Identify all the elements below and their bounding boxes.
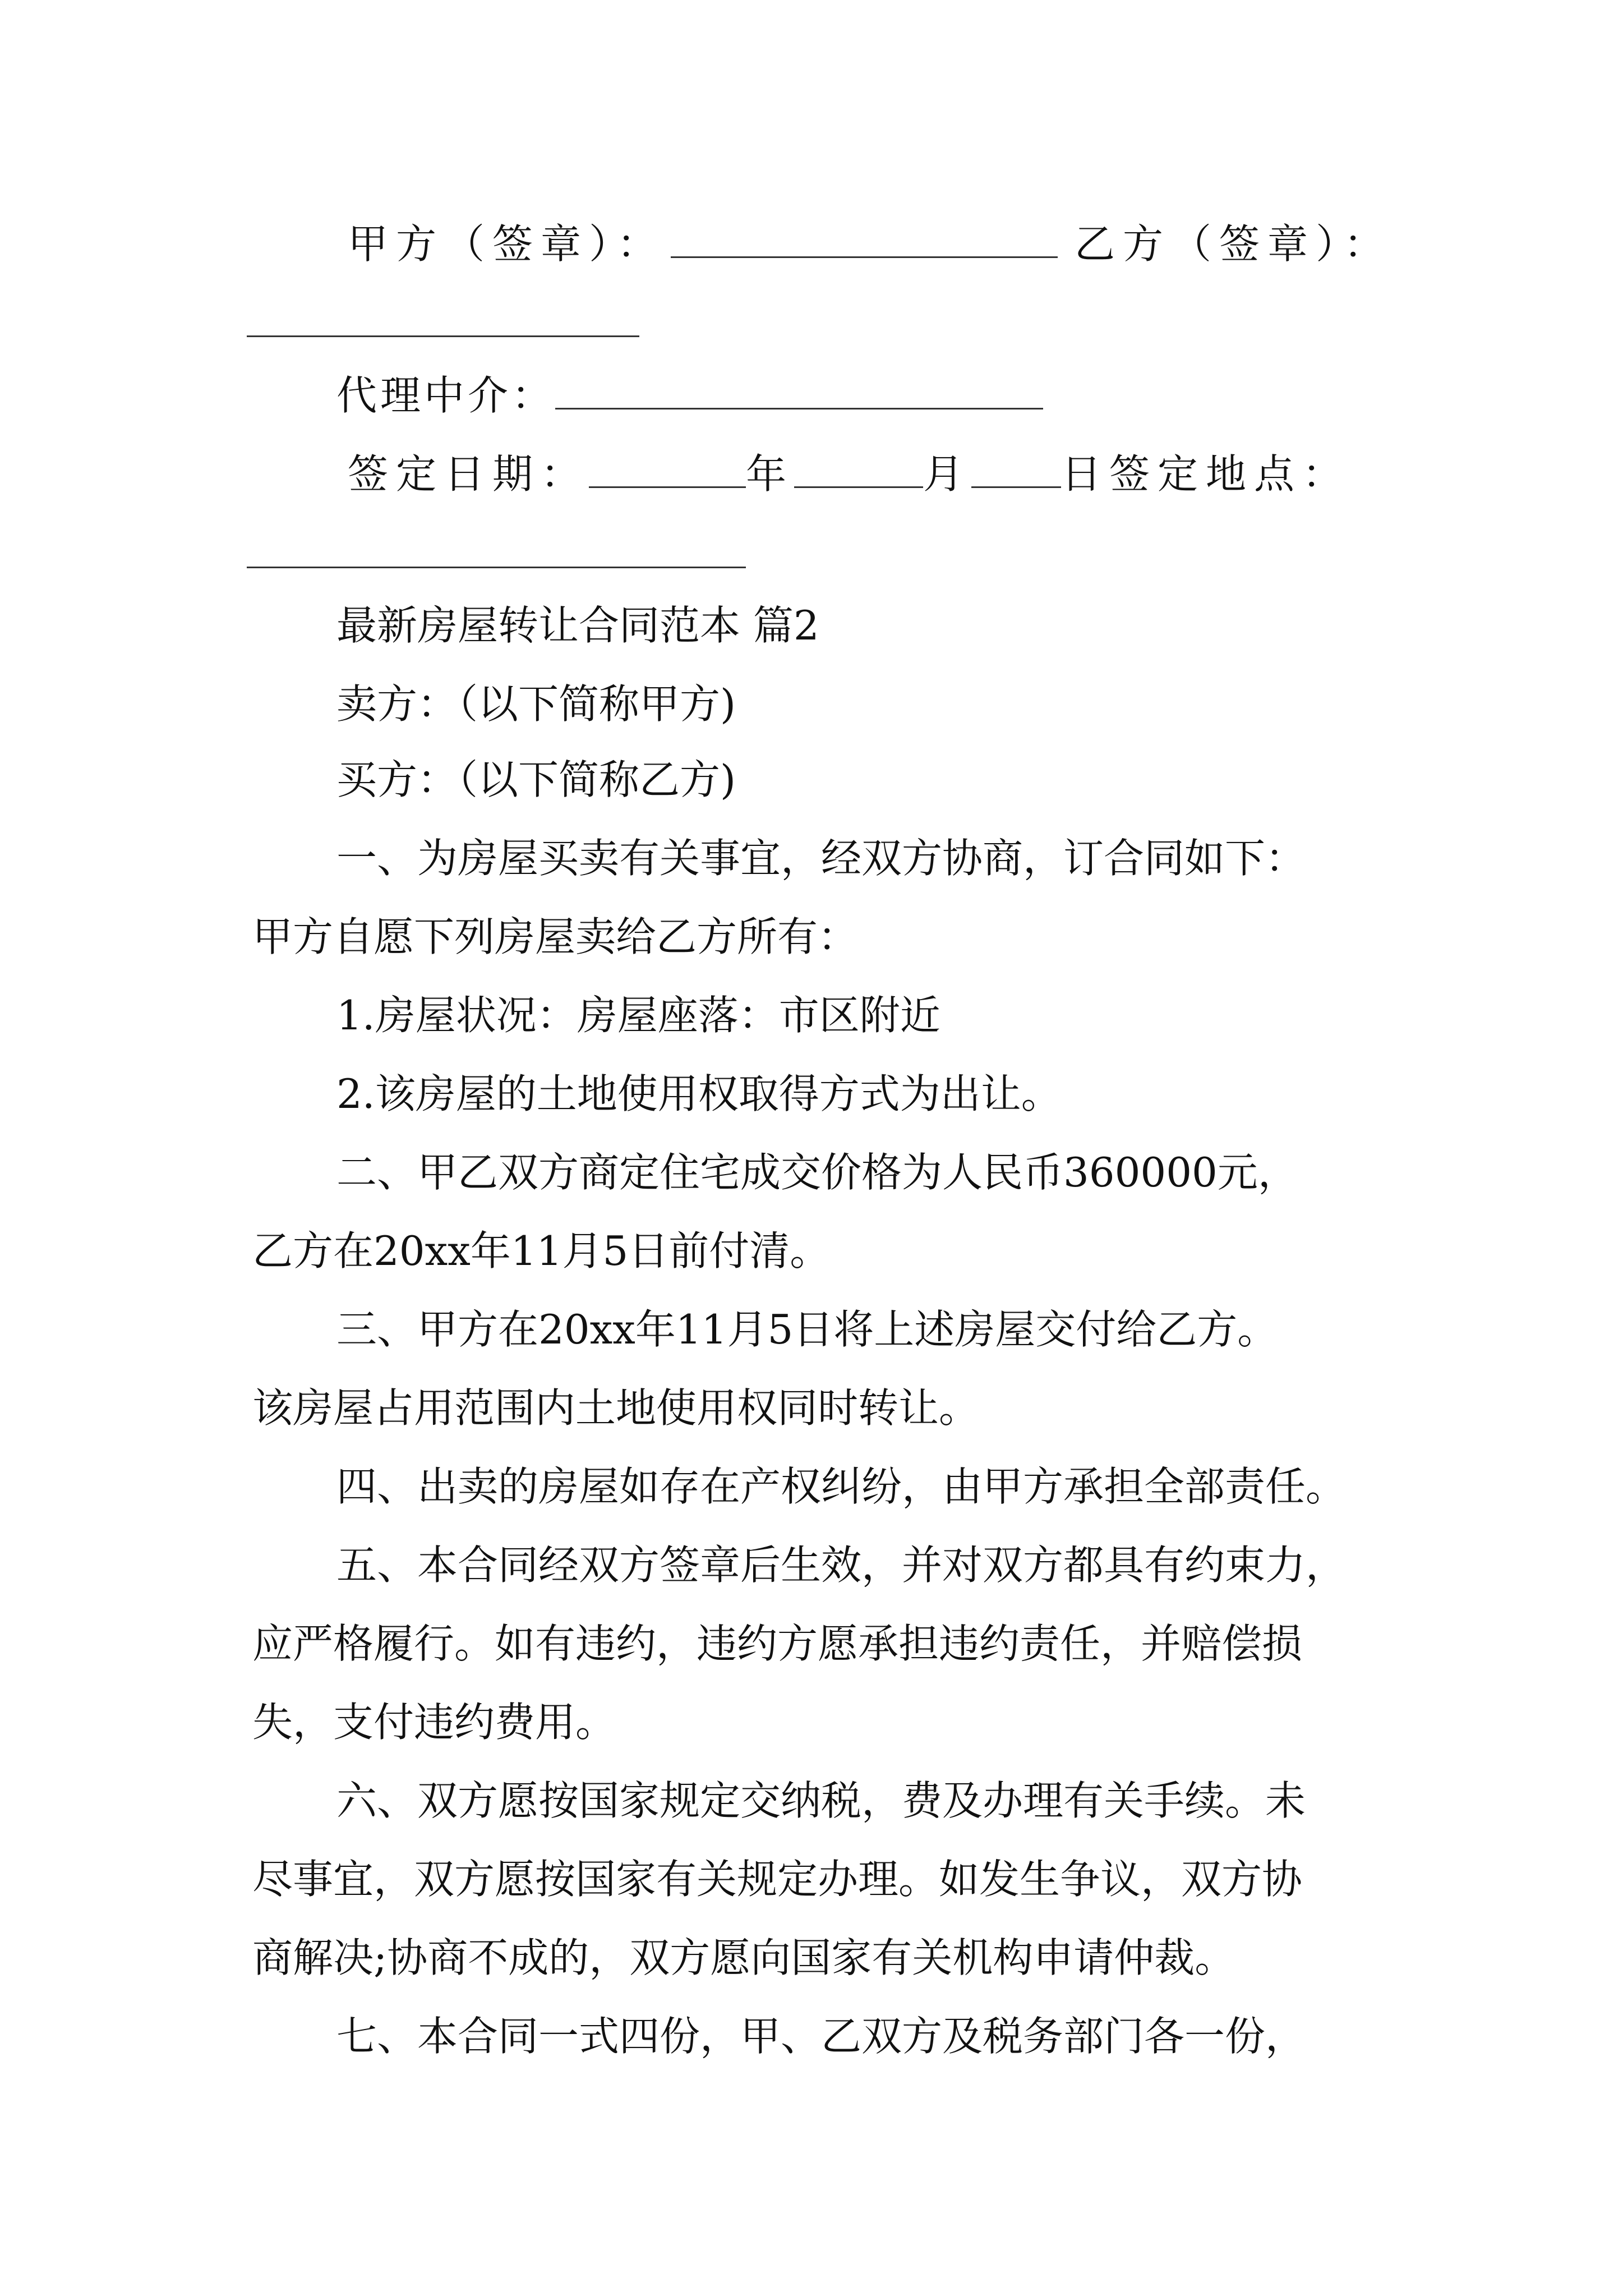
seller-line: 卖方：（以下简称甲方) [336, 680, 736, 728]
clause-2-line-2: 乙方在20xx年11月5日前付清。 [252, 1227, 831, 1274]
clause-6-line-2: 尽事宜，双方愿按国家有关规定办理。如发生争议，双方协 [252, 1856, 1303, 1903]
year-label: 年 [746, 450, 795, 498]
signature-row-agent [336, 370, 1043, 421]
signature-row-parties [348, 219, 1392, 269]
document-title: 最新房屋转让合同范本 篇2 [336, 602, 819, 649]
party-a-signature-label: 甲方（签章）： [348, 220, 666, 268]
signature-row-date [348, 449, 1350, 499]
party-b-signature-blank [247, 335, 639, 337]
agent-label: 代理中介： [336, 372, 556, 419]
clause-5-line-2: 应严格履行。如有违约，违约方愿承担违约责任，并赔偿损 [252, 1620, 1303, 1667]
clause-1-line-1: 一、为房屋买卖有关事宜，经双方协商，订合同如下： [336, 835, 1306, 882]
clause-2-line-1: 二、甲乙双方商定住宅成交价格为人民币360000元， [336, 1149, 1298, 1196]
clause-7-line-1: 七、本合同一式四份，甲、乙双方及税务部门各一份， [336, 2013, 1306, 2060]
clause-1-item-1: 1.房屋状况：房屋座落：市区附近 [336, 992, 940, 1039]
party-b-signature-label: 乙方（签章）： [1075, 220, 1393, 268]
month-blank [794, 453, 923, 488]
signing-place-blank [247, 567, 746, 568]
clause-5-line-3: 失，支付违约费用。 [252, 1699, 616, 1746]
day-blank [971, 453, 1061, 488]
day-place-label: 日签定地点： [1061, 450, 1351, 498]
clause-3-line-1: 三、甲方在20xx年11月5日将上述房屋交付给乙方。 [336, 1306, 1278, 1353]
clause-6-line-3: 商解决;协商不成的，双方愿向国家有关机构申请仲裁。 [252, 1934, 1235, 1981]
clause-3-line-2: 该房屋占用范围内土地使用权同时转让。 [252, 1384, 980, 1432]
month-label: 月 [923, 450, 972, 498]
clause-5-line-1: 五、本合同经双方签章后生效，并对双方都具有约束力， [336, 1542, 1347, 1589]
buyer-line: 买方：（以下简称乙方) [336, 756, 736, 803]
year-blank [589, 453, 746, 488]
party-a-signature-blank [671, 223, 1058, 258]
clause-1-line-2: 甲方自愿下列房屋卖给乙方所有： [252, 913, 859, 960]
date-label: 签定日期： [348, 450, 589, 498]
clause-1-item-2: 2.该房屋的土地使用权取得方式为出让。 [336, 1070, 1062, 1117]
agent-signature-blank [555, 374, 1043, 409]
clause-6-line-1: 六、双方愿按国家规定交纳税，费及办理有关手续。未 [336, 1777, 1306, 1824]
clause-4: 四、出卖的房屋如存在产权纠纷，由甲方承担全部责任。 [336, 1463, 1347, 1510]
